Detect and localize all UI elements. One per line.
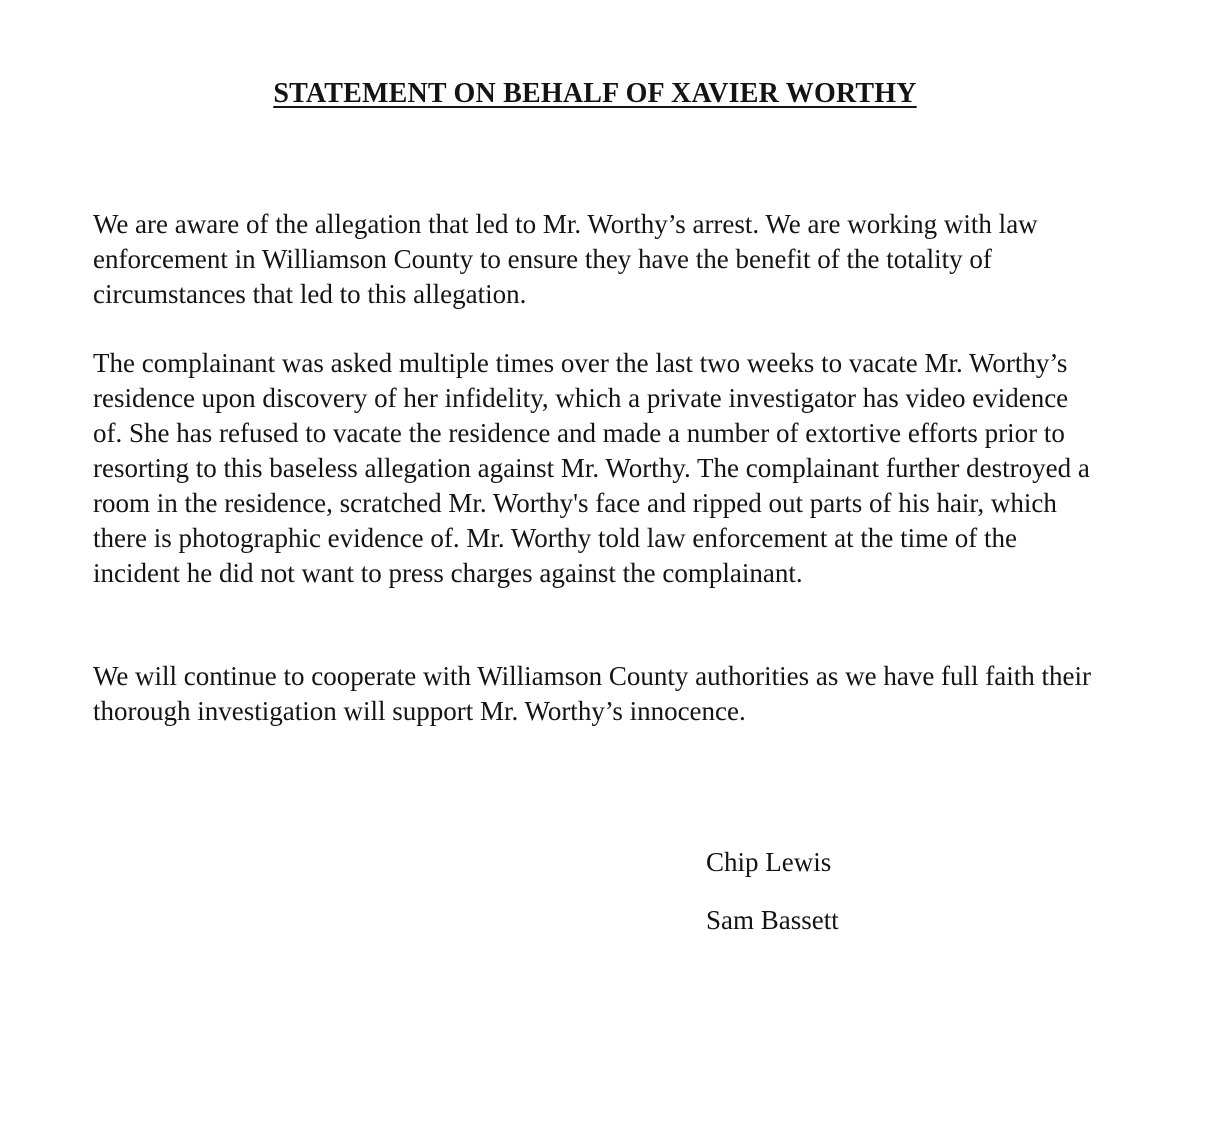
statement-title-text: STATEMENT ON BEHALF OF XAVIER WORTHY bbox=[273, 78, 917, 109]
paragraph-cooperation: We will continue to cooperate with Williamson County authorities as we have full faith their thorough investigation will support Mr. Worthy’s innocence. bbox=[93, 661, 1091, 726]
signatory-sam-bassett: Sam Bassett bbox=[706, 905, 839, 935]
clipped-header-text bbox=[440, 0, 780, 6]
paragraph-complainant-details: The complainant was asked multiple times over the last two weeks to vacate Mr. Worthy’s residence upon discovery of her infidelity, which a private investigator has video evidence of. She has refused to vacate the residence and made a number of extortive efforts prior to resorting to this baseless allegation against Mr. Worthy. The complainant further destroyed a room in the residence, scratched Mr. Worthy's face and ripped out parts of his hair, which there is photographic evidence of. Mr. Worthy told law enforcement at the time of the incident he did not want to press charges against the complainant. bbox=[93, 348, 1090, 588]
statement-title bbox=[0, 78, 1190, 110]
paragraph-arrest-allegation: We are aware of the allegation that led to Mr. Worthy’s arrest. We are working with law enforcement in Williamson County to ensure they have the benefit of the totality of circumstances that led to this allegation. bbox=[93, 209, 1038, 309]
signatory-chip-lewis: Chip Lewis bbox=[706, 847, 832, 877]
